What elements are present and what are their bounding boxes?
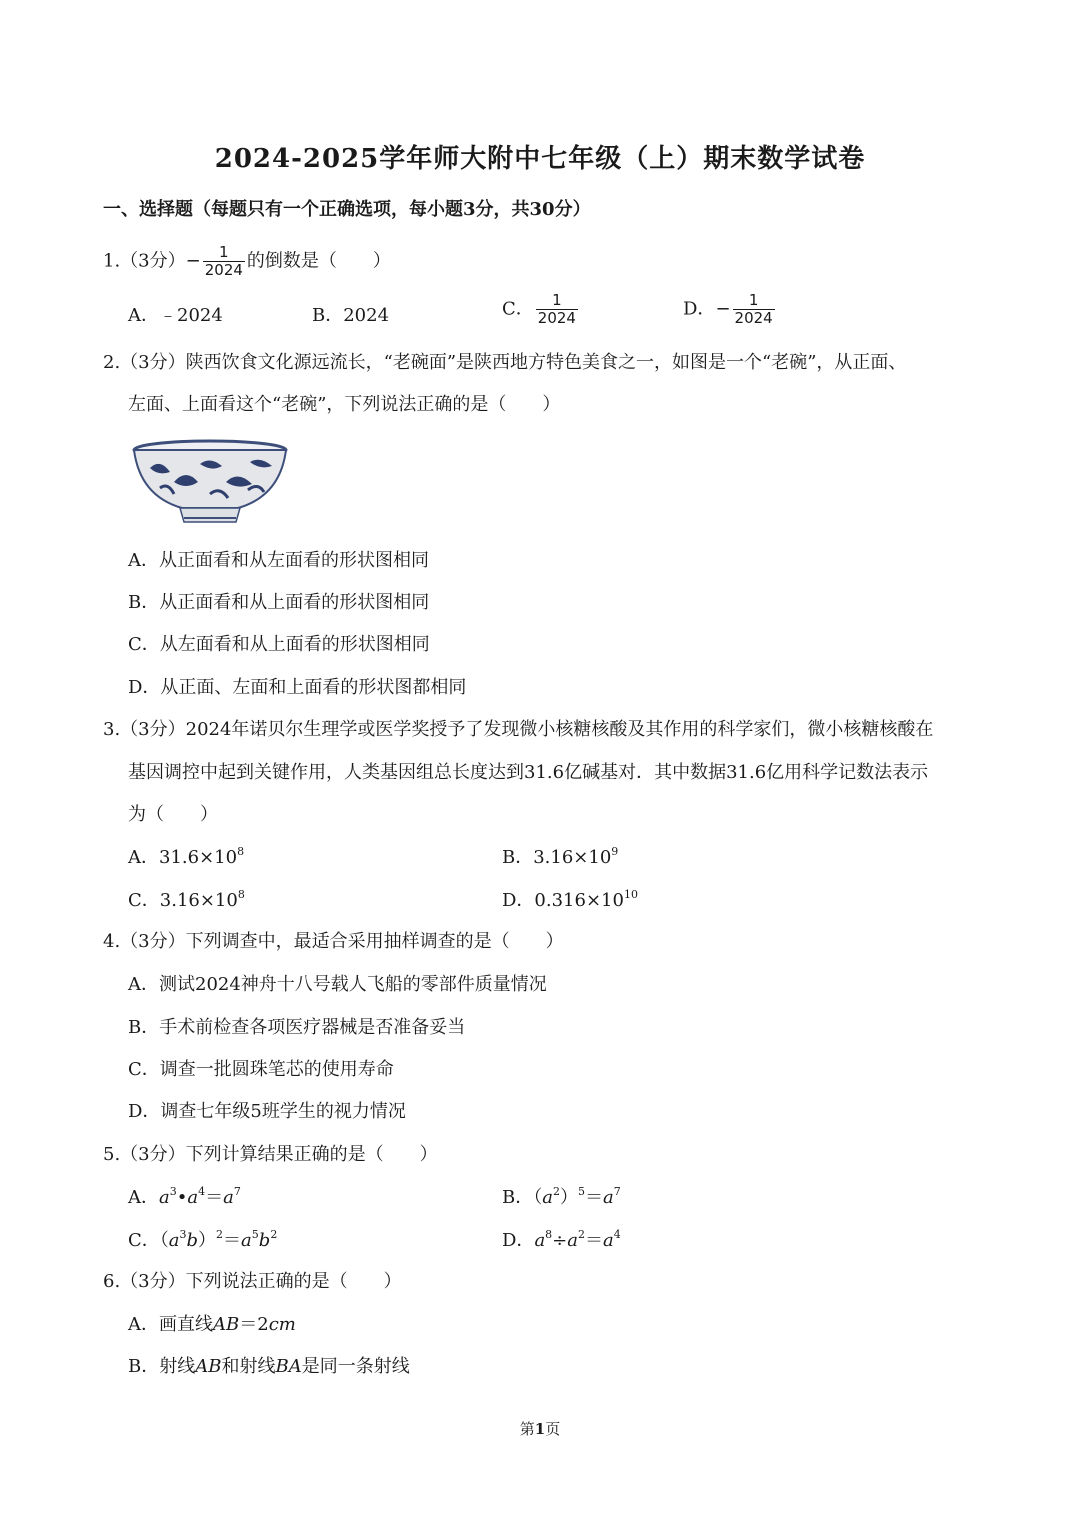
question-1-text: 的倒数是（ ）: [246, 250, 391, 272]
section-heading: 一、选择题（每题只有一个正确选项，每小题3分，共30分）: [103, 199, 591, 220]
q2-option-c: C．从左面看和从上面看的形状图相同: [128, 634, 430, 655]
question-6: 6.（3分）下列说法正确的是（ ）: [103, 1271, 402, 1292]
q4-option-a: A．测试2024神舟十八号载人飞船的零部件质量情况: [128, 974, 547, 995]
question-5: 5.（3分）下列计算结果正确的是（ ）: [103, 1144, 438, 1165]
q2-option-b: B．从正面看和从上面看的形状图相同: [128, 592, 430, 613]
q5-option-a: A．$a^3•a^4=a^7$: [128, 1185, 241, 1208]
q1-option-a: A．﹣2024: [128, 305, 223, 326]
q6-option-a: A．画直线AB＝2cm: [128, 1314, 296, 1335]
q4-option-c: C．调查一批圆珠笔芯的使用寿命: [128, 1059, 394, 1080]
q3-option-b: B．$3.16\times 10^9$: [502, 845, 619, 868]
q5-option-b: B．$(a^2)^5=a^7$: [502, 1185, 621, 1208]
page-title: 2024-2025学年师大附中七年级（上）期末数学试卷: [214, 144, 866, 174]
q5-option-d: D．$a^8\div a^2=a^4$: [502, 1228, 621, 1251]
page-number: 第1页: [519, 1420, 561, 1438]
question-3-line-1: 3.（3分）2024年诺贝尔生理学或医学奖授予了发现微小核糖核酸及其作用的科学家们，微小核糖核酸在: [103, 719, 934, 740]
question-4: 4.（3分）下列调查中，最适合采用抽样调查的是（ ）: [103, 931, 564, 952]
question-2-line-2: 左面、上面看这个“老碗”，下列说法正确的是（ ）: [128, 394, 561, 415]
minus-sign: −: [185, 250, 201, 272]
q3-option-a: A．$31.6\times 10^8$: [128, 845, 245, 868]
question-3-line-2: 基因调控中起到关键作用，人类基因组总长度达到31.6亿碱基对．其中数据31.6亿用科学记数法表示: [128, 762, 929, 783]
q6-option-b: B．射线AB和射线BA是同一条射线: [128, 1356, 410, 1377]
q1-option-d: D．− $\frac{1}{2024}$: [683, 291, 773, 327]
q1-option-b: B．2024: [312, 305, 390, 326]
fraction: $\frac{1}{2024}$: [537, 291, 576, 327]
question-2-line-1: 2.（3分）陕西饮食文化源远流长，“老碗面”是陕西地方特色美食之一，如图是一个“老碗”，从正面、: [103, 352, 907, 373]
q2-option-d: D．从正面、左面和上面看的形状图都相同: [128, 677, 467, 698]
q3-option-c: C．$3.16\times 10^8$: [128, 888, 245, 911]
question-1-number: 1.（3分）: [103, 250, 186, 272]
q2-option-a: A．从正面看和从左面看的形状图相同: [128, 550, 429, 571]
fraction: $\frac{1}{2024}$: [204, 243, 243, 279]
q3-option-d: D．$0.316\times 10^{10}$: [502, 888, 638, 911]
q1-option-c: C． $\frac{1}{2024}$: [502, 291, 576, 327]
q4-option-d: D．调查七年级5班学生的视力情况: [128, 1101, 406, 1122]
bowl-image: [130, 438, 290, 528]
fraction: $\frac{1}{2024}$: [734, 291, 773, 327]
q4-option-b: B．手术前检查各项医疗器械是否准备妥当: [128, 1017, 466, 1038]
question-3-line-3: 为（ ）: [128, 804, 218, 825]
question-1: [103, 244, 391, 279]
q5-option-c: C．$(a^3b)^2=a^5b^2$: [128, 1228, 278, 1251]
